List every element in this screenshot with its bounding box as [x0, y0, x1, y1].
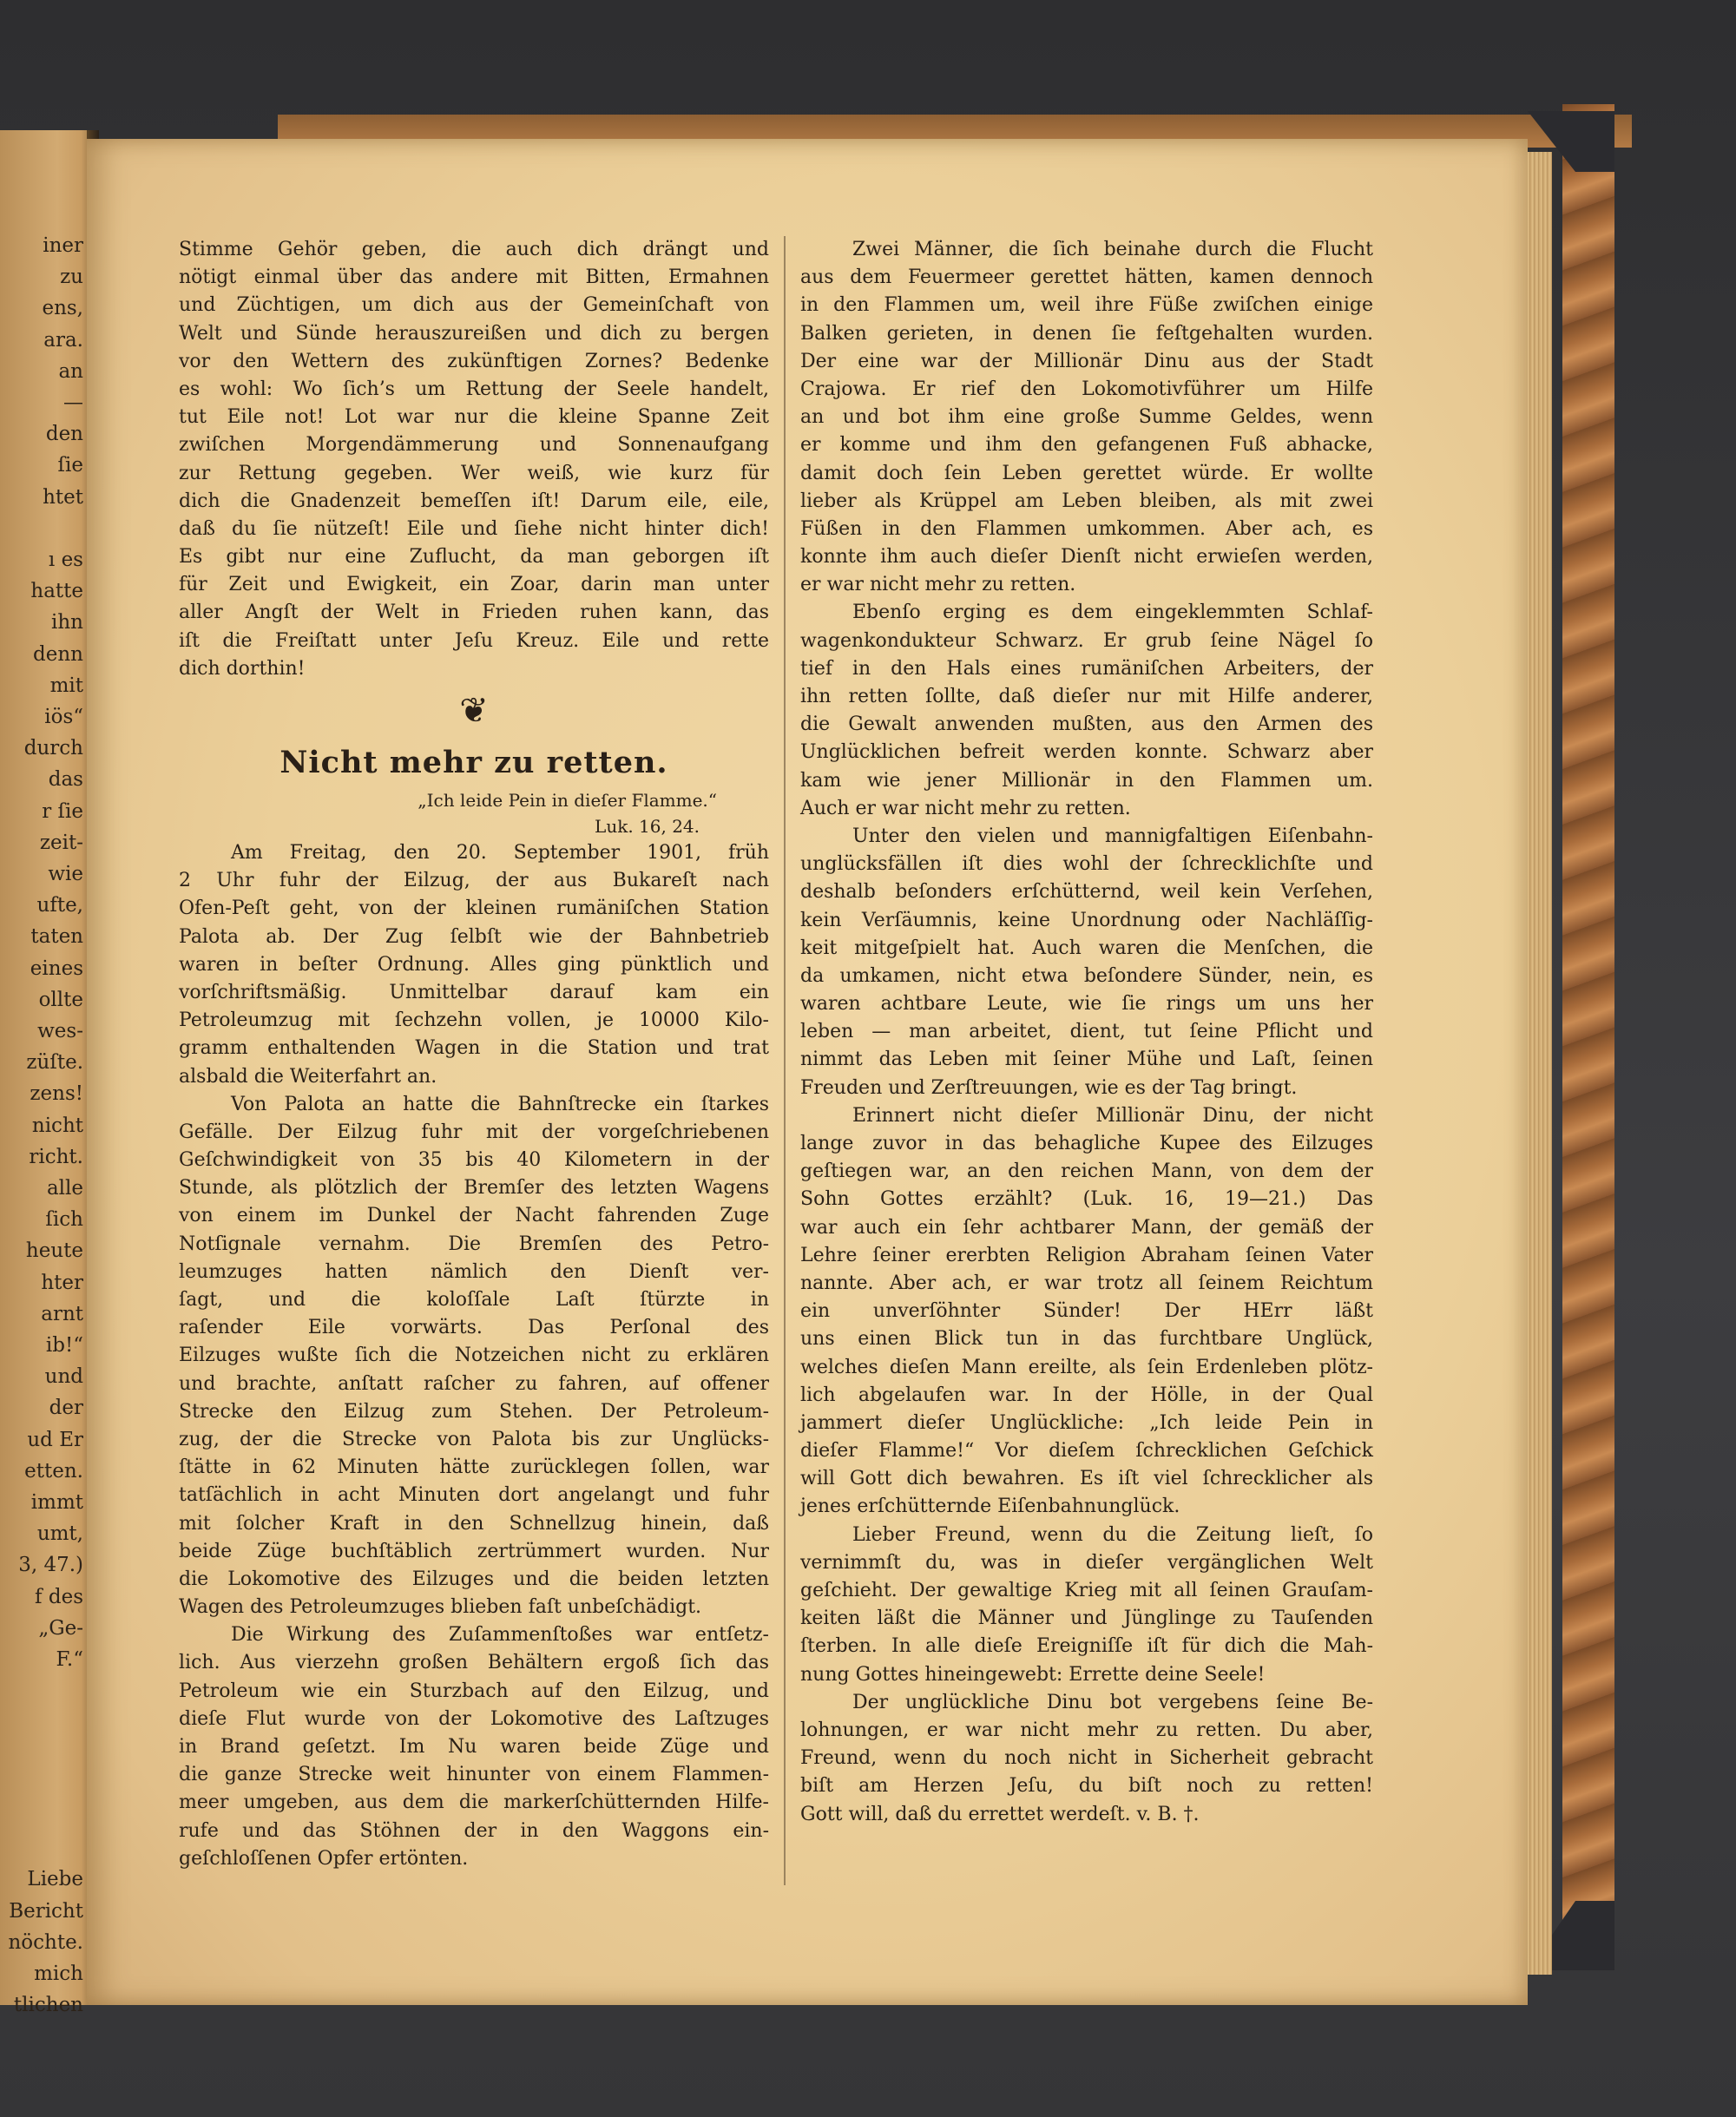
text-line: Notſignale vernahm. Die Bremſen des Petro- [179, 1233, 769, 1255]
article-epigraph: „Ich leide Pein in dieſer Flamme.“ [418, 790, 717, 811]
epigraph-reference: Luk. 16, 24. [595, 816, 700, 837]
text-line: Balken gerieten, in denen ſie feſtgehalten wurden. [800, 322, 1373, 345]
left-page-text-fragment: heute [25, 1239, 83, 1263]
text-line: Welt und Sünde herauszureißen und dich zu bergen [179, 322, 769, 345]
text-line: Gott will, daß du errettet werdeſt. v. B. †. [800, 1803, 1200, 1825]
text-line: in Brand geſetzt. Im Nu waren beide Züge und [179, 1736, 769, 1758]
left-page-text-fragment: wie [48, 863, 83, 885]
left-page-text-fragment: zeit- [39, 831, 83, 854]
text-line: Ebenſo erging es dem eingeklemmten Schlaf- [852, 602, 1373, 624]
text-line: lich abgelaufen war. In der Hölle, in der Qual [800, 1384, 1373, 1406]
text-line: Auch er war nicht mehr zu retten. [800, 797, 1131, 819]
text-line: Erinnert nicht dieſer Millionär Dinu, der nicht [852, 1104, 1373, 1127]
text-line: zur Rettung gegeben. Wer weiß, wie kurz für [179, 462, 769, 484]
left-page-text-fragment: das [48, 768, 83, 792]
left-page-text-fragment: „Ge- [38, 1616, 83, 1640]
left-page-text-fragment: r ſie [42, 799, 83, 823]
text-line: jenes erſchütternde Eiſenbahnunglück. [800, 1496, 1180, 1518]
text-line: Lieber Freund, wenn du die Zeitung lieſt, ſo [852, 1523, 1373, 1546]
text-line: vernimmſt du, was in dieſer vergänglichen Welt [800, 1551, 1373, 1574]
column-divider [784, 236, 786, 1885]
text-line: Füßen in den Flammen umkommen. Aber ach, es [800, 517, 1373, 540]
text-line: Stimme Gehör geben, die auch dich drängt und [179, 239, 769, 260]
left-page-text-fragment: nicht [31, 1114, 83, 1137]
left-page-text-fragment: richt. [29, 1145, 83, 1168]
left-page-text-fragment: ı es [48, 549, 83, 571]
text-line: Petroleum wie ein Sturzbach auf den Eilzug, und [179, 1680, 769, 1702]
text-line: Crajowa. Er rief den Lokomotivführer um Hilfe [800, 378, 1373, 400]
text-line: in den Flammen um, weil ihre Füße zwiſchen einige [800, 294, 1373, 317]
text-line: deshalb beſonders erſchütternd, weil kein Verſehen, [800, 881, 1373, 904]
text-line: mit ſolcher Kraft in den Schnellzug hinein, daß [179, 1512, 769, 1535]
text-line: geſchieht. Der gewaltige Krieg mit all ſeinen Grauſam- [800, 1580, 1373, 1601]
text-line: lich. Aus vierzehn großen Behältern ergoß ſich das [179, 1652, 769, 1674]
book-cover-marbled-edge [1562, 104, 1614, 1962]
left-page-text-fragment: ollte [38, 988, 83, 1011]
text-line: Strecke den Eilzug zum Stehen. Der Petroleum- [179, 1400, 769, 1423]
text-line: tut Eile not! Lot war nur die kleine Spanne Zeit [179, 406, 769, 429]
left-page-text-fragment: — [63, 391, 83, 414]
text-line: zug, der die Strecke von Palota bis zur Unglücks- [179, 1428, 769, 1450]
text-line: Unglücklichen befreit werden konnte. Schwarz aber [800, 741, 1373, 764]
text-line: Eilzuges wußte ſich die Notzeichen nicht zu erklären [179, 1344, 769, 1367]
text-line: an und bot ihm eine große Summe Geldes, wenn [800, 406, 1373, 429]
text-line: iſt die Freiſtatt unter Jeſu Kreuz. Eile und rette [179, 629, 769, 652]
left-page-text-fragment: mit [49, 674, 83, 697]
text-line: biſt am Herzen Jeſu, du biſt noch zu retten! [800, 1775, 1373, 1798]
left-page-text-fragment: ihn [51, 611, 83, 634]
text-line: war auch ein ſehr achtbarer Mann, der gemäß der [800, 1216, 1373, 1239]
text-line: Freund, wenn du noch nicht in Sicherheit gebracht [800, 1747, 1373, 1770]
text-line: nung Gottes hineingewebt: Errette deine Seele! [800, 1663, 1266, 1686]
text-line: lohnungen, er war nicht mehr zu retten. Du aber, [800, 1719, 1373, 1741]
text-line: unglücksfällen iſt dies wohl der ſchrecklichſte und [800, 853, 1373, 876]
left-page-text-fragment: alle [46, 1177, 83, 1200]
text-line: und brachte, anſtatt raſcher zu fahren, auf offener [179, 1372, 769, 1395]
text-line: Wagen des Petroleumzuges blieben faſt unbeſchädigt. [179, 1596, 702, 1619]
text-line: ein unverſöhnter Sünder! Der HErr läßt [800, 1300, 1373, 1323]
text-line: es wohl: Wo ſich’s um Rettung der Seele handelt, [179, 378, 769, 400]
text-line: da umkamen, nicht etwa beſondere Sünder, nein, es [800, 964, 1373, 987]
text-line: alsbald die Weiterfahrt an. [179, 1065, 437, 1088]
left-page-text-fragment: zu [60, 266, 83, 289]
text-line: keiten läßt die Männer und Jünglinge zu Tauſenden [800, 1607, 1373, 1630]
left-page-text-fragment: iös“ [44, 706, 83, 728]
text-line: Es gibt nur eine Zuflucht, da man geborgen iſt [179, 546, 769, 569]
left-page-text-fragment: F.“ [56, 1648, 83, 1671]
left-page-text-fragment: arnt [41, 1302, 83, 1325]
text-line: daß du ſie nützeſt! Eile und ſiehe nicht hinter dich! [179, 517, 769, 540]
text-line: Sohn Gottes erzählt? (Luk. 16, 19—21.) Das [800, 1188, 1373, 1211]
text-line: uns einen Blick tun in das furchtbare Unglück, [800, 1328, 1373, 1351]
text-line: vorſchriftsmäßig. Unmittelbar darauf kam ein [179, 981, 769, 1003]
text-line: und Züchtigen, um dich aus der Gemeinſchaft von [179, 294, 769, 317]
text-line: geſtiegen war, an den reichen Mann, von dem der [800, 1160, 1373, 1183]
left-page-fragment [0, 130, 95, 2017]
text-line: jammert dieſer Unglückliche: „Ich leide Pein in [800, 1411, 1373, 1434]
text-line: ſtätte in 62 Minuten hätte zurücklegen ſollen, war [179, 1456, 769, 1479]
text-line: tief in den Hals eines rumäniſchen Arbeiters, der [800, 657, 1373, 680]
text-line: Stunde, als plötzlich der Bremſer des letzten Wagens [179, 1177, 769, 1200]
left-page-text-fragment: ſie [57, 454, 83, 477]
text-line: damit doch ſein Leben gerettet würde. Er wollte [800, 462, 1373, 484]
left-page-text-fragment: durch [23, 737, 83, 760]
left-page-text-fragment: iner [43, 234, 83, 257]
text-line: wagenkondukteur Schwarz. Er grub ſeine Nägel ſo [800, 629, 1373, 652]
text-line: die ganze Strecke weit hinunter von einem Flammen- [179, 1764, 769, 1786]
left-page-text-fragment: htet [43, 485, 83, 509]
text-line: konnte ihm auch dieſer Dienſt nicht erwieſen werden, [800, 546, 1373, 569]
left-page-text-fragment: züſte. [26, 1051, 83, 1075]
text-line: dich dorthin! [179, 657, 306, 680]
text-line: zwiſchen Morgendämmerung und Sonnenaufgang [179, 434, 769, 457]
text-line: ſterben. In alle dieſe Ereigniſſe iſt für dich die Mah- [800, 1635, 1373, 1658]
text-line: tatſächlich in acht Minuten dort angelangt und fuhr [179, 1484, 769, 1507]
text-line: Am Freitag, den 20. September 1901, früh [231, 842, 769, 864]
text-line: Ofen-Peſt geht, von der kleinen rumäniſchen Station [179, 897, 769, 920]
text-line: Der unglückliche Dinu bot vergebens ſeine Be- [852, 1691, 1373, 1713]
text-line: dieſe Flut wurde von der Lokomotive des Laſtzuges [179, 1707, 769, 1730]
text-line: gramm enthaltenden Wagen in die Station und trat [179, 1037, 769, 1060]
text-line: beide Züge buchſtäblich zertrümmert wurden. Nur [179, 1540, 769, 1562]
left-page-text-fragment: nöchte. [8, 1930, 83, 1954]
left-page-text-fragment: ara. [43, 328, 83, 352]
text-line: Palota ab. Der Zug ſelbſt wie der Bahnbetrieb [179, 925, 769, 948]
text-line: rufe und das Stöhnen der in den Waggons ein- [179, 1819, 769, 1842]
left-page-text-fragment: mich [34, 1962, 83, 1985]
text-line: nötigt einmal über das andere mit Bitten, Ermahnen [179, 266, 769, 289]
left-page-text-fragment: f des [35, 1585, 83, 1608]
text-line: 2 Uhr fuhr der Eilzug, der aus Bukareſt nach [179, 870, 769, 892]
left-page-text-fragment: taten [30, 925, 83, 949]
text-line: Geſchwindigkeit von 35 bis 40 Kilometern in der [179, 1149, 769, 1172]
left-page-text-fragment: ud Er [27, 1428, 83, 1451]
left-page-text-fragment: ens, [42, 297, 83, 320]
left-page-text-fragment: umt, [36, 1522, 83, 1546]
text-line: raſender Eile vorwärts. Das Perſonal des [179, 1317, 769, 1339]
text-line: aller Angſt der Welt in Frieden ruhen kann, das [179, 602, 769, 624]
left-page-text-fragment: hatte [30, 580, 83, 603]
left-page-text-fragment: Bericht [9, 1899, 83, 1923]
text-line: nimmt das Leben mit ſeiner Mühe und Laſt, ſeinen [800, 1049, 1373, 1071]
left-text-column [179, 236, 769, 1873]
text-line: die Lokomotive des Eilzuges und die beiden letzten [179, 1568, 769, 1590]
text-line: er komme und ihm den gefangenen Fuß abhacke, [800, 434, 1373, 457]
text-line: für Zeit und Ewigkeit, ein Zoar, darin man unter [179, 574, 769, 596]
left-page-text-fragment: etten. [24, 1459, 83, 1483]
left-page-text-fragment: eines [30, 957, 83, 980]
text-line: die Gewalt anwenden mußten, aus den Armen des [800, 713, 1373, 736]
left-page-text-fragment: immt [30, 1491, 83, 1514]
text-line: aus dem Feuermeer gerettet hätten, kamen dennoch [800, 266, 1373, 289]
left-page-text-fragment: 3, 47.) [18, 1554, 83, 1577]
left-page-text-fragment: denn [33, 642, 83, 666]
left-page-text-fragment: der [49, 1397, 83, 1420]
text-line: will Gott dich bewahren. Es iſt viel ſchrecklicher als [800, 1468, 1373, 1490]
left-page-text-fragment: zens! [30, 1082, 83, 1106]
text-line: Lehre ſeiner ererbten Religion Abraham ſeinen Vater [800, 1244, 1373, 1266]
right-text-column [800, 236, 1373, 1829]
text-line: meer umgeben, aus dem die markerſchütternden Hilfe- [179, 1792, 769, 1814]
text-line: keit mitgeſpielt hat. Auch waren die Menſchen, die [800, 937, 1373, 959]
text-line: Die Wirkung des Zuſammenſtoßes war entſetz- [231, 1624, 769, 1647]
text-line: dich die Gnadenzeit bemeſſen iſt! Darum eile, eile, [179, 490, 769, 512]
ornament-icon: ❦ [459, 691, 489, 731]
text-line: leben — man arbeitet, dient, tut ſeine Pflicht und [800, 1021, 1373, 1043]
text-line: Freuden und Zerſtreuungen, wie es der Tag bringt. [800, 1076, 1298, 1099]
text-line: kam wie jener Millionär in den Flammen um. [800, 769, 1373, 792]
left-page-text-fragment: an [58, 359, 83, 383]
text-line: Unter den vielen und mannigfaltigen Eiſenbahn- [852, 825, 1373, 847]
text-line: welches dieſen Mann ereilte, als ſein Erdenleben plötz- [800, 1356, 1373, 1378]
text-line: waren achtbare Leute, wie ſie rings um uns her [800, 993, 1373, 1016]
left-page-text-fragment: wes- [37, 1020, 83, 1042]
text-line: Der eine war der Millionär Dinu aus der Stadt [800, 350, 1373, 372]
text-line: ſagt, und die koloſſale Laſt ſtürzte in [179, 1289, 769, 1311]
text-line: vor den Wettern des zukünftigen Zornes? Bedenke [179, 350, 769, 372]
text-line: Petroleumzug mit ſechzehn vollen, je 10000 Kilo- [179, 1009, 769, 1032]
left-page-text-fragment: hter [41, 1271, 83, 1294]
text-line: Zwei Männer, die ſich beinahe durch die Flucht [852, 239, 1373, 260]
text-line: von einem im Dunkel der Nacht fahrenden Zuge [179, 1205, 769, 1227]
left-page-text-fragment: Liebe [27, 1868, 83, 1891]
text-line: lange zuvor in das behagliche Kupee des Eilzuges [800, 1133, 1373, 1154]
text-line: lieber als Krüppel am Leben bleiben, als mit zwei [800, 490, 1373, 512]
text-line: dieſer Flamme!“ Vor dieſem ſchrecklichen Geſchick [800, 1440, 1373, 1463]
text-line: nannte. Aber ach, er war trotz all ſeinem Reichtum [800, 1272, 1373, 1294]
text-line: Von Palota an hatte die Bahnſtrecke ein ſtarkes [231, 1093, 769, 1115]
left-page-text-fragment: den [45, 423, 83, 446]
text-line: Gefälle. Der Eilzug fuhr mit der vorgeſchriebenen [179, 1121, 769, 1143]
left-page-text-fragment: ufte, [36, 894, 83, 917]
text-line: waren in beſter Ordnung. Alles ging pünktlich und [179, 953, 769, 976]
text-line: ihn retten ſollte, daß dieſer nur mit Hilfe anderer, [800, 686, 1373, 707]
article-title: Nicht mehr zu retten. [279, 745, 668, 780]
text-line: kein Verſäumnis, keine Unordnung oder Nachläſſig- [800, 909, 1373, 931]
left-page-text-fragment: ib!“ [45, 1334, 83, 1357]
left-page-text-fragment: ſich [45, 1208, 83, 1232]
text-line: leumzuges hatten nämlich den Dienſt ver- [179, 1260, 769, 1283]
text-line: geſchloſſenen Opfer ertönten. [179, 1847, 469, 1870]
left-page-text-fragment: tlichen [13, 1994, 83, 2017]
text-line: er war nicht mehr zu retten. [800, 574, 1076, 596]
left-page-text-fragment: und [44, 1365, 83, 1389]
